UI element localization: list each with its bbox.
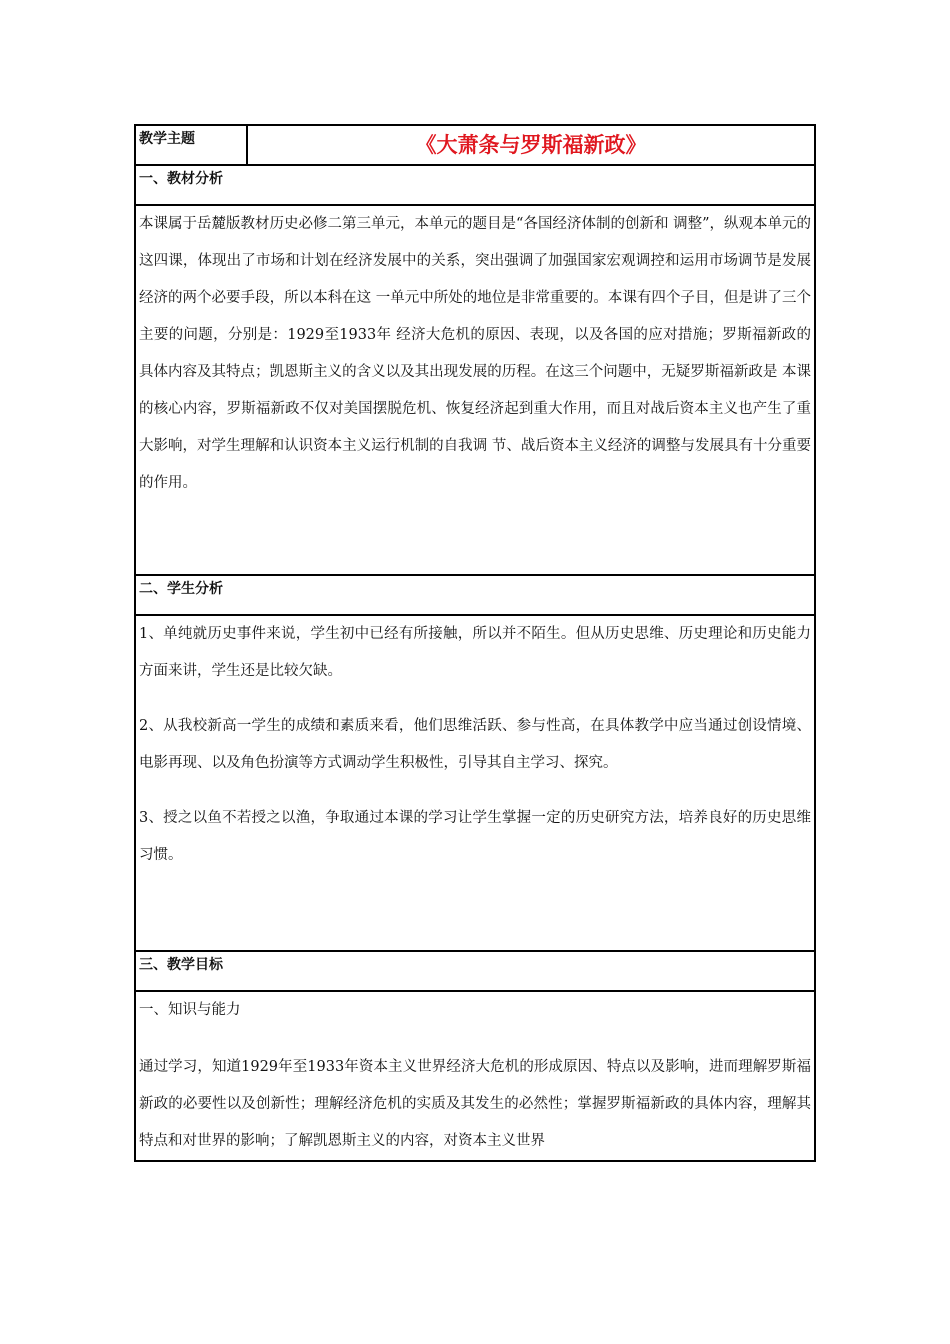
section-heading-student-analysis: 二、学生分析	[135, 575, 815, 615]
lesson-title: 《大萧条与罗斯福新政》	[247, 125, 815, 165]
paragraph-gap	[139, 690, 811, 708]
section-heading-teaching-goals: 三、教学目标	[135, 951, 815, 991]
title-row	[135, 125, 815, 165]
section-heading-textbook-analysis: 一、教材分析	[135, 165, 815, 205]
paragraph-gap	[139, 782, 811, 800]
student-analysis-item: 3、授之以鱼不若授之以渔，争取通过本课的学习让学生掌握一定的历史研究方法，培养良好的历史思维习惯。	[139, 810, 811, 863]
section-body-row	[135, 205, 815, 575]
student-analysis-body	[135, 615, 815, 951]
student-analysis-item: 1、单纯就历史事件来说，学生初中已经有所接触，所以并不陌生。但从历史思维、历史理论和历史能力方面来讲，学生还是比较欠缺。	[139, 626, 811, 679]
section-heading-row	[135, 951, 815, 991]
lesson-plan-table	[134, 124, 816, 1162]
student-analysis-item: 2、从我校新高一学生的成绩和素质来看，他们思维活跃、参与性高，在具体教学中应当通过创设情境、电影再现、以及角色扮演等方式调动学生积极性，引导其自主学习、探究。	[139, 718, 811, 771]
teaching-goals-body	[135, 991, 815, 1161]
textbook-analysis-body	[135, 205, 815, 575]
section-heading-row	[135, 575, 815, 615]
topic-label: 教学主题	[135, 125, 247, 165]
knowledge-ability-subheading: 一、知识与能力	[139, 1002, 241, 1018]
textbook-analysis-text: 本课属于岳麓版教材历史必修二第三单元，本单元的题目是“各国经济体制的创新和 调整”，纵观本单元的这四课，体现出了市场和计划在经济发展中的关系，突出强调了加强国家宏观调控和运用市场调节是发展经济的两个必要手段，所以本科在这 一单元中所处的地位是非常重要的。本课有四个子目，但是讲了三个主要的问题，分别是：1929至1933年 经济大危机的原因、表现，以及各国的应对措施；罗斯福新政的具体内容及其特点；凯恩斯主义的含义以及其出现发展的历程。在这三个问题中，无疑罗斯福新政是 本课的核心内容，罗斯福新政不仅对美国摆脱危机、恢复经济起到重大作用，而且对战后资本主义也产生了重大影响，对学生理解和认识资本主义运行机制的自我调 节、战后资本主义经济的调整与发展具有十分重要的作用。	[139, 216, 811, 491]
section-body-row	[135, 615, 815, 951]
section-heading-row	[135, 165, 815, 205]
section-body-row	[135, 991, 815, 1161]
knowledge-ability-text: 通过学习，知道1929年至1933年资本主义世界经济大危机的形成原因、特点以及影响，进而理解罗斯福新政的必要性以及创新性；理解经济危机的实质及其发生的必然性；掌握罗斯福新政的具体内容，理解其特点和对世界的影响；了解凯恩斯主义的内容，对资本主义世界	[139, 1059, 811, 1149]
